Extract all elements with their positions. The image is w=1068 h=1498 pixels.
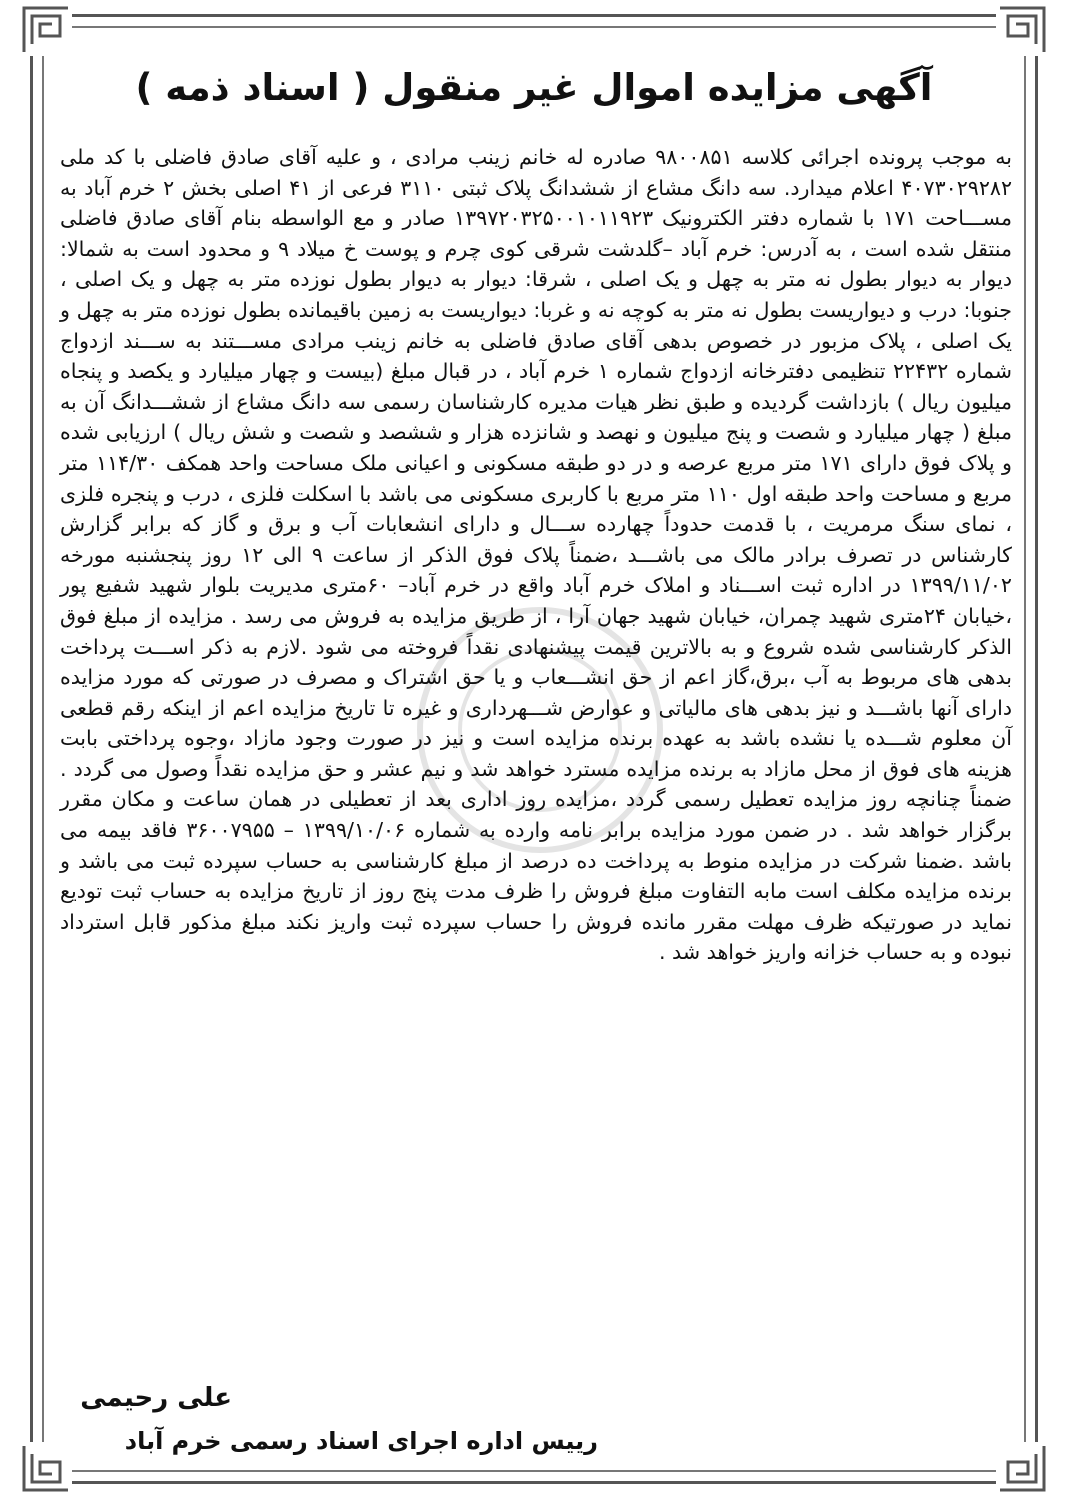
corner-ornament-top-left [20,4,72,56]
signatory-title: رییس اداره اجرای اسناد رسمی خرم آباد [124,1427,598,1455]
notice-title: آگهی مزایده اموال غیر منقول ( اسناد ذمه ) [135,66,933,109]
corner-ornament-bottom-right [996,1442,1048,1494]
notice-body: به موجب پرونده اجرائی کلاسه ۹۸۰۰۸۵۱ صادره له خانم زینب مرادی ، و علیه آقای صادق فاضلی با کد ملی ۴۰۷۳۰۲۹۲۸۲ اعلام میدارد. سه دانگ مشاع از ششدانگ پلاک ثبتی ۳۱۱۰ فرعی از ۴۱ اصلی بخش ۲ خرم آباد به مســـاحت ۱۷۱ با شماره دفتر الکترونیک ۱۳۹۷۲۰۳۲۵۰۰۱۰۱۱۹۲۳ صادر و مع الواسطه بنام آقای صادق فاضلی منتقل شده است ، به آدرس: خرم آباد –گلدشت شرقی کوی چرم و پوست خ میلاد ۹ و محدود است به شمالا: دیوار به دیوار بطول نه متر به چهل و یک اصلی ، شرقا: دیوار به دیوار بطول نوزده متر به چهل و یک اصلی ، جنوبا: درب و دیواریست بطول نه متر به کوچه نه و غربا: دیواریست به زمین باقیمانده بطول نوزده متر به چهل و یک اصلی ، پلاک مزبور در خصوص بدهی آقای صادق فاضلی به خانم زینب مرادی مســـتند به ســـند ازدواج شماره ۲۲۴۳۲ تنظیمی دفترخانه ازدواج شماره ۱ خرم آباد ، در قبال مبلغ (بیست و چهار میلیارد و یکصد و پنجاه میلیون ریال ) بازداشت گردیده و طبق نظر هیات مدیره کارشناسان رسمی سه دانگ مشاع از ششـــدانگ آن به مبلغ ( چهار میلیارد و شصت و پنج میلیون و نهصد و شانزده هزار و ششصد و شصت و شش ریال ) ارزیابی شده و پلاک فوق دارای ۱۷۱ متر مربع عرصه و در دو طبقه مسکونی و اعیانی ملک مساحت واحد همکف ۱۱۴/۳۰ متر مربع و مساحت واحد طبقه اول ۱۱۰ متر مربع با کاربری مسکونی می باشد با اسکلت فلزی ، درب و پنجره فلزی ، نمای سنگ مرمریت ، با قدمت حدوداً چهارده ســـال و دارای انشعابات آب و برق و گاز که برابر گزارش کارشناس در تصرف برادر مالک می باشـــد ،ضمناً پلاک فوق الذکر از ساعت ۹ الی ۱۲ روز پنجشنبه مورخه ۱۳۹۹/۱۱/۰۲ در اداره ثبت اســـناد و املاک خرم آباد واقع در خرم آباد– ۶۰متری مدیریت بلوار شهید شفیع پور ،خیابان ۲۴متری شهید چمران، خیابان شهید جهان آرا ، از طریق مزایده به فروش می رسد . مزایده از مبلغ فوق الذکر کارشناسی شده شروع و به بالاترین قیمت پیشنهادی نقداً فروخته می شود .لازم به ذکر اســـت پرداخت بدهی های مربوط به آب ،برق،گاز اعم از حق انشـــعاب و یا حق اشتراک و مصرف در صورتی که مورد مزایده دارای آنها باشـــد و نیز بدهی های مالیاتی و عوارض شـــهرداری و غیره تا تاریخ مزایده اعم از اینکه رقم قطعی آن معلوم شـــده یا نشده باشد به عهده برنده مزایده است و نیز در صورت وجود مازاد ،وجوه پرداختی بابت هزینه های فوق از محل مازاد به برنده مزایده مسترد خواهد شد و نیم عشر و حق مزایده نقداً وصول می گردد . ضمناً چنانچه روز مزایده تعطیل رسمی گردد ،مزایده روز اداری بعد از تعطیلی در همان ساعت و مکان مقرر برگزار خواهد شد . در ضمن مورد مزایده برابر نامه وارده به شماره ۱۳۹۹/۱۰/۰۶ – ۳۶۰۰۷۹۵۵ فاقد بیمه می باشد .ضمنا شرکت در مزایده منوط به پرداخت ده درصد از مبلغ کارشناسی به حساب سپرده ثبت می باشد و برنده مزایده مکلف است مابه التفاوت مبلغ فروش را ظرف مدت پنج روز از تاریخ مزایده به حساب ثبت تودیع نماید در صورتیکه ظرف مهلت مقرر مانده فروش را حساب سپرده ثبت واریز نکند مبلغ مذکور قابل استرداد نبوده و به حساب خزانه واریز خواهد شد . [60,145,1013,965]
corner-ornament-top-right [996,4,1048,56]
corner-ornament-bottom-left [20,1442,72,1494]
signatory-name: علی رحیمی [80,1383,232,1413]
